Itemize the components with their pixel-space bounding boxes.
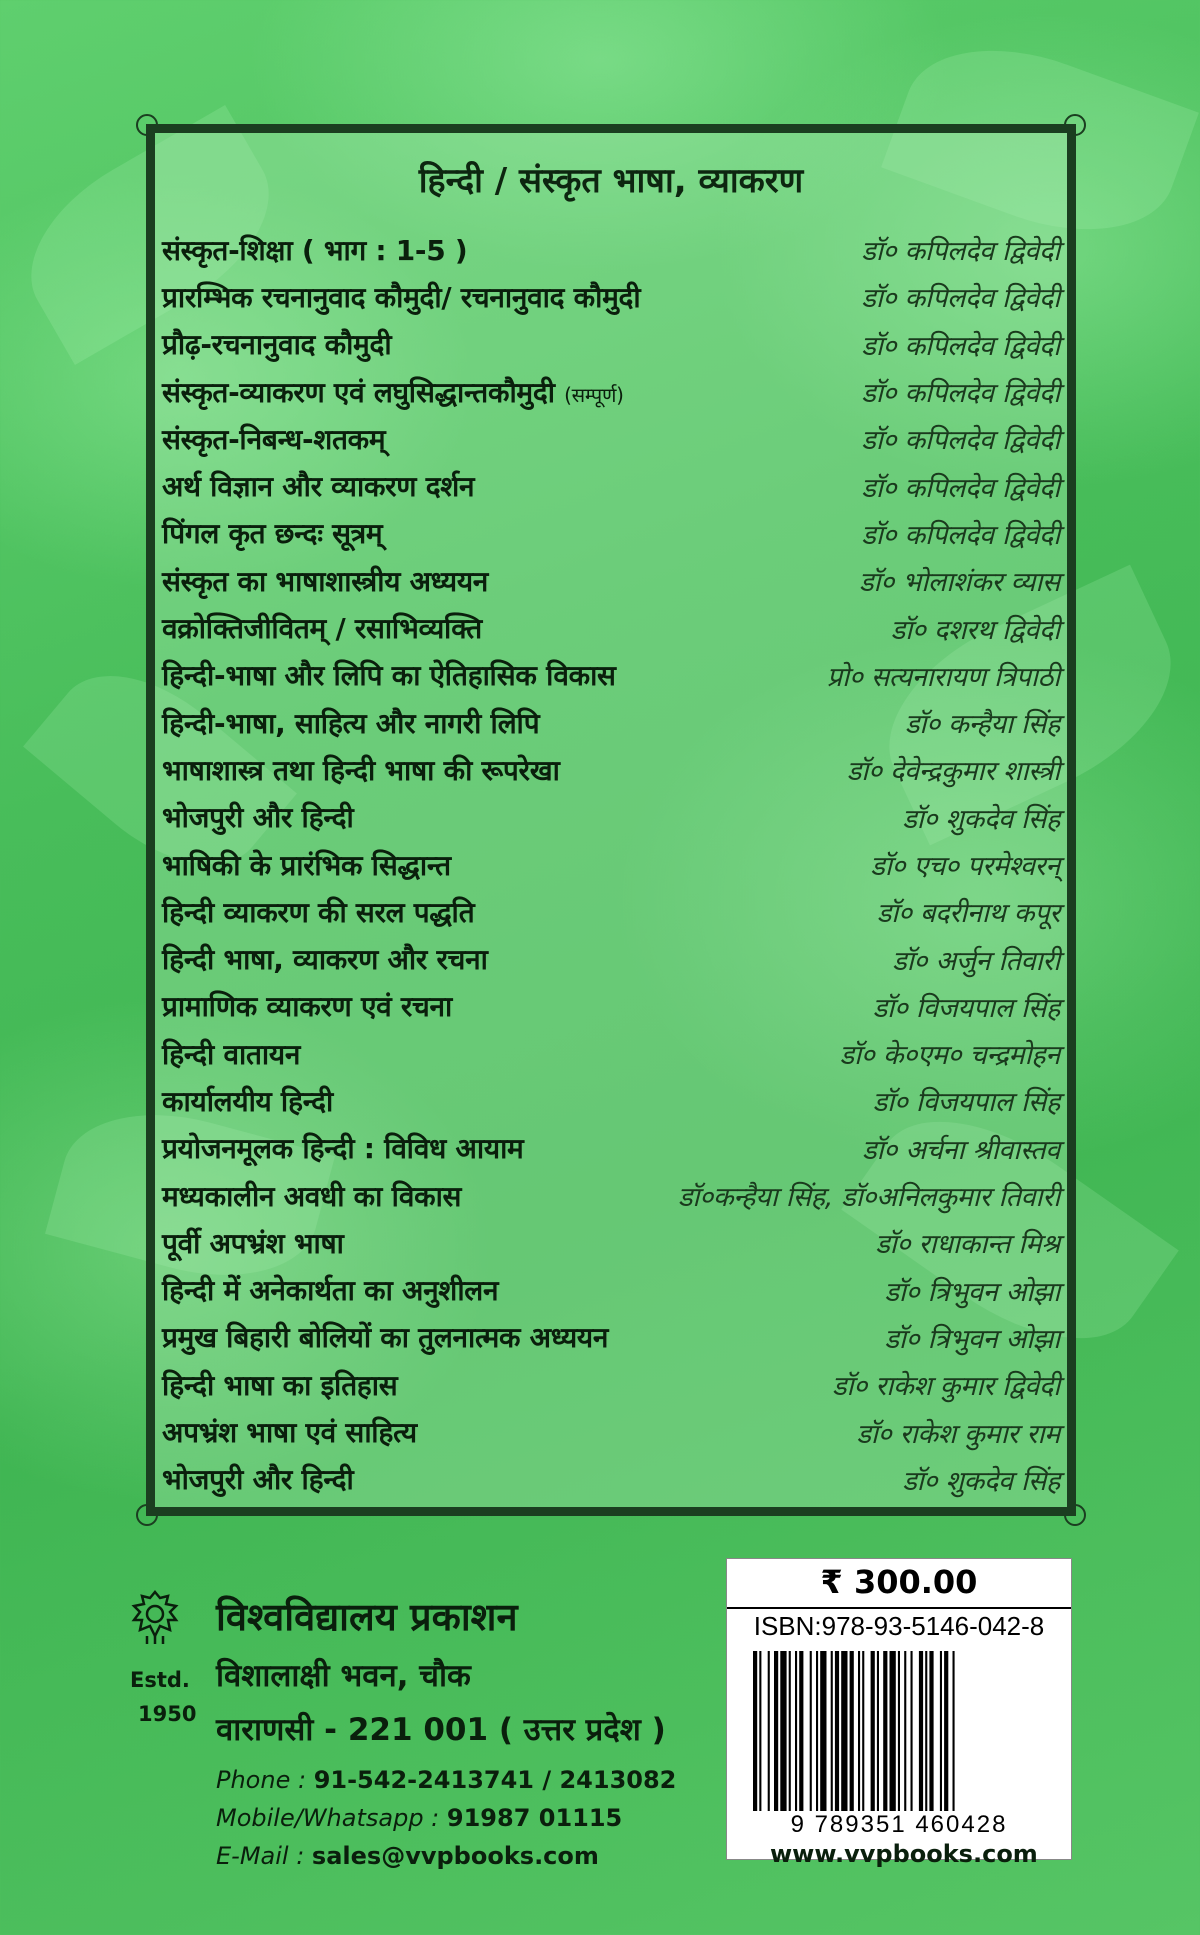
corner-ornament [136, 1504, 158, 1526]
book-author: डॉ० शुकदेव सिंह [902, 1465, 1060, 1497]
book-row [162, 1361, 1060, 1408]
publisher-name: विश्वविद्यालय प्रकाशन [216, 1595, 518, 1639]
book-author: डॉ०कन्हैया सिंह, डॉ०अनिलकुमार तिवारी [677, 1182, 1060, 1214]
section-title: हिन्दी / संस्कृत भाषा, व्याकरण [418, 161, 804, 201]
book-title: प्रारम्भिक रचनानुवाद कौमुदी/ रचनानुवाद कौमुदी [162, 280, 641, 314]
book-author: डॉ० राकेश कुमार राम [856, 1418, 1060, 1450]
book-author: डॉ० दशरथ द्विवेदी [890, 614, 1060, 646]
book-author: डॉ० कपिलदेव द्विवेदी [861, 283, 1060, 315]
corner-ornament [1064, 114, 1086, 136]
book-title: प्रौढ़-रचनानुवाद कौमुदी [162, 328, 392, 362]
book-list [162, 226, 1060, 1503]
book-author: डॉ० कपिलदेव द्विवेदी [861, 519, 1060, 551]
book-row [162, 888, 1060, 935]
book-title: प्रयोजनमूलक हिन्दी : विविध आयाम [162, 1132, 524, 1166]
phone-number: 91-542-2413741 / 2413082 [313, 1766, 677, 1794]
book-author: डॉ० अर्जुन तिवारी [892, 945, 1060, 977]
book-title-note: (सम्पूर्ण) [564, 382, 624, 407]
book-title: पिंगल कृत छन्दः सूत्रम् [162, 517, 383, 551]
book-row [162, 1219, 1060, 1266]
book-author: प्रो० सत्यनारायण त्रिपाठी [826, 661, 1060, 693]
established-label: Estd. [130, 1668, 190, 1692]
publisher-logo-icon [130, 1590, 180, 1646]
book-author: डॉ० एच० परमेश्वरन् [870, 851, 1060, 882]
book-title: संस्कृत-शिक्षा ( भाग : 1-5 ) [162, 233, 468, 267]
book-row [162, 935, 1060, 982]
phone-line [216, 1766, 676, 1794]
isbn-label: ISBN:978-93-5146-042-8 [753, 1611, 1045, 1641]
book-title [162, 373, 624, 411]
book-title: हिन्दी में अनेकार्थता का अनुशीलन [162, 1274, 499, 1308]
book-title: भाषिकी के प्रारंभिक सिद्धान्त [162, 848, 451, 882]
book-title: प्रामाणिक व्याकरण एवं रचना [162, 990, 452, 1024]
book-row [162, 652, 1060, 699]
corner-ornament [1064, 1504, 1086, 1526]
book-row [162, 604, 1060, 651]
book-title: मध्यकालीन अवधी का विकास [162, 1179, 462, 1213]
book-author: डॉ० बदरीनाथ कपूर [876, 898, 1060, 930]
book-author: डॉ० कपिलदेव द्विवेदी [861, 425, 1060, 457]
email-address: sales@vvpbooks.com [311, 1842, 599, 1870]
book-title: हिन्दी व्याकरण की सरल पद्धति [162, 895, 475, 929]
book-author: डॉ० राकेश कुमार द्विवेदी [832, 1371, 1060, 1403]
book-title: कार्यालयीय हिन्दी [162, 1084, 333, 1118]
email-label: E-Mail : [216, 1842, 312, 1870]
book-list-panel [146, 124, 1076, 1516]
book-title: हिन्दी-भाषा और लिपि का ऐतिहासिक विकास [162, 659, 616, 693]
book-author: डॉ० शुकदेव सिंह [902, 803, 1060, 835]
mobile-label: Mobile/Whatsapp : [216, 1804, 447, 1832]
book-title: अपभ्रंश भाषा एवं साहित्य [162, 1416, 417, 1450]
book-row [162, 1267, 1060, 1314]
book-author: डॉ० विजयपाल सिंह [872, 992, 1060, 1024]
website-link[interactable]: www.vvpbooks.com [770, 1840, 1038, 1868]
book-title: संस्कृत का भाषाशास्त्रीय अध्ययन [162, 564, 489, 598]
barcode-image [753, 1651, 1053, 1829]
phone-label: Phone : [216, 1766, 314, 1794]
book-row [162, 841, 1060, 888]
established-year: 1950 [138, 1702, 197, 1726]
corner-ornament [136, 114, 158, 136]
divider [727, 1607, 1071, 1609]
book-title: अर्थ विज्ञान और व्याकरण दर्शन [162, 470, 475, 504]
book-author: डॉ० कन्हैया सिंह [904, 709, 1060, 741]
book-row [162, 1456, 1060, 1503]
book-title: प्रमुख बिहारी बोलियों का तुलनात्मक अध्ययन [162, 1321, 609, 1355]
book-row [162, 699, 1060, 746]
address-line-2: वाराणसी - 221 001 ( उत्तर प्रदेश ) [216, 1712, 666, 1748]
book-author: डॉ० देवेन्द्रकुमार शास्त्री [846, 756, 1060, 788]
book-title: वक्रोक्तिजीवितम् / रसाभिव्यक्ति [162, 612, 482, 646]
book-row [162, 510, 1060, 557]
book-title: पूर्वी अपभ्रंश भाषा [162, 1226, 344, 1260]
book-title: हिन्दी भाषा का इतिहास [162, 1368, 398, 1402]
book-author: डॉ० विजयपाल सिंह [872, 1087, 1060, 1119]
book-row [162, 1314, 1060, 1361]
book-title: भोजपुरी और हिन्दी [162, 1463, 354, 1497]
book-author: डॉ० कपिलदेव द्विवेदी [861, 236, 1060, 268]
book-author: डॉ० त्रिभुवन ओझा [884, 1276, 1060, 1308]
book-author: डॉ० अर्चना श्रीवास्तव [862, 1134, 1060, 1166]
email-line [216, 1842, 599, 1870]
book-title: हिन्दी वातायन [162, 1037, 301, 1071]
book-title-text: संस्कृत-व्याकरण एवं लघुसिद्धान्तकौमुदी [162, 375, 555, 409]
book-title: भाषाशास्त्र तथा हिन्दी भाषा की रूपरेखा [162, 753, 560, 787]
price-label: ₹ 300.00 [820, 1563, 978, 1601]
book-row [162, 273, 1060, 320]
book-row [162, 226, 1060, 273]
book-title: हिन्दी भाषा, व्याकरण और रचना [162, 943, 488, 977]
book-row [162, 746, 1060, 793]
book-row [162, 1172, 1060, 1219]
book-author: डॉ० भोलाशंकर व्यास [859, 567, 1060, 599]
book-row [162, 415, 1060, 462]
book-title: भोजपुरी और हिन्दी [162, 801, 354, 835]
book-row [162, 321, 1060, 368]
mobile-number: 91987 01115 [446, 1804, 623, 1832]
book-author: डॉ० त्रिभुवन ओझा [884, 1323, 1060, 1355]
barcode-digits: 9 789351 460428 [790, 1811, 1008, 1838]
book-row [162, 368, 1060, 415]
mobile-line [216, 1804, 622, 1832]
barcode-box [726, 1558, 1072, 1860]
book-author: डॉ० के०एम० चन्द्रमोहन [839, 1040, 1060, 1072]
book-row [162, 983, 1060, 1030]
book-row [162, 1125, 1060, 1172]
address-line-1: विशालाक्षी भवन, चौक [216, 1658, 471, 1694]
book-title: हिन्दी-भाषा, साहित्य और नागरी लिपि [162, 706, 540, 740]
book-author: डॉ० कपिलदेव द्विवेदी [861, 378, 1060, 410]
book-row [162, 794, 1060, 841]
book-row [162, 1408, 1060, 1455]
book-author: डॉ० कपिलदेव द्विवेदी [861, 330, 1060, 362]
book-author: डॉ० कपिलदेव द्विवेदी [861, 472, 1060, 504]
book-author: डॉ० राधाकान्त मिश्र [875, 1229, 1060, 1261]
book-title: संस्कृत-निबन्ध-शतकम् [162, 422, 386, 456]
book-row [162, 557, 1060, 604]
book-row [162, 1077, 1060, 1124]
book-row [162, 462, 1060, 509]
book-row [162, 1030, 1060, 1077]
